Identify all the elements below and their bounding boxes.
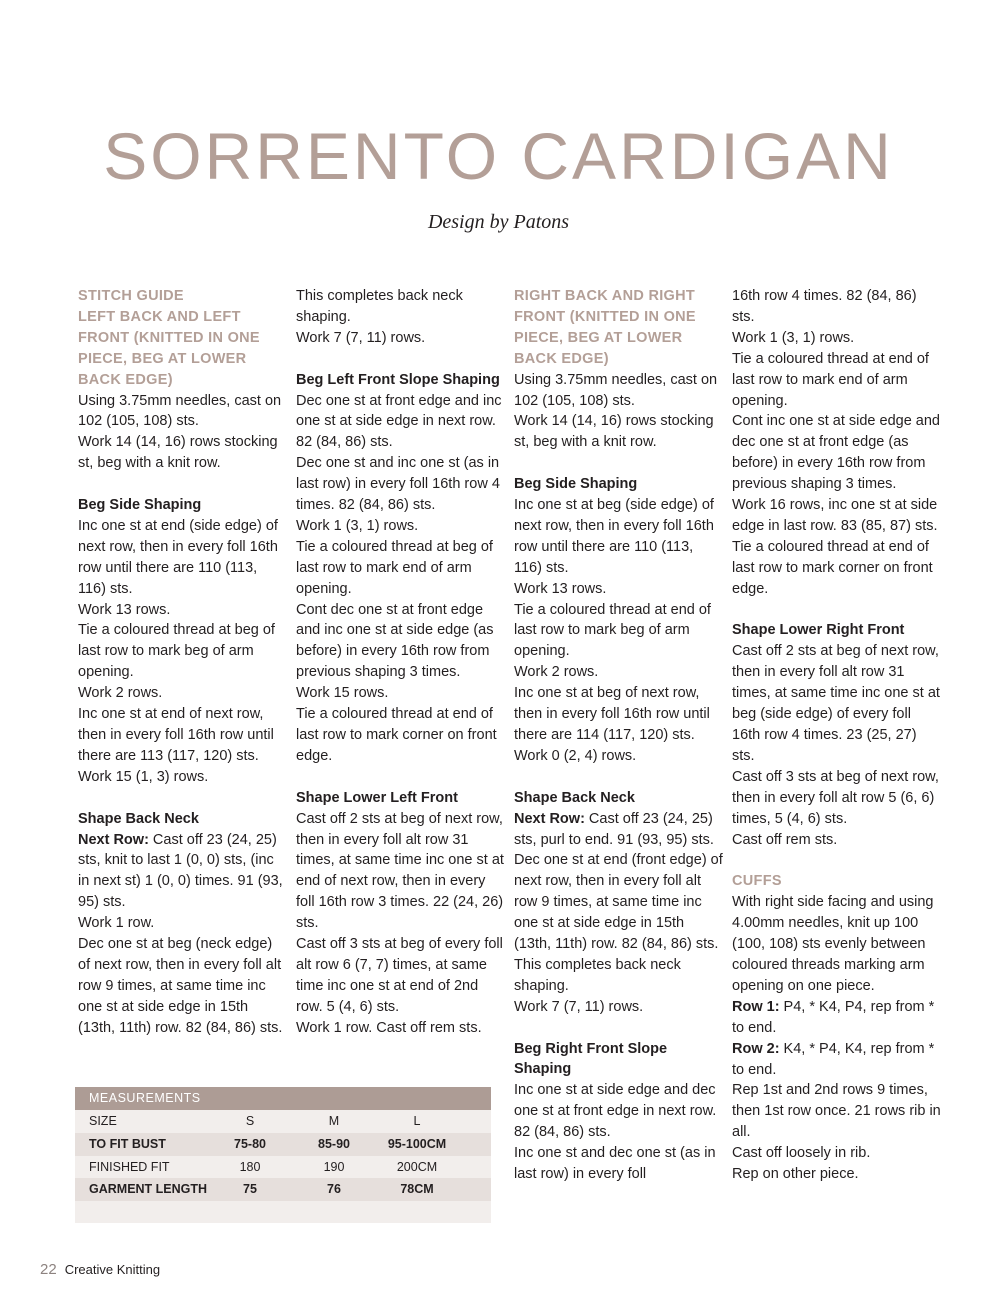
row-label: Next Row: [514,810,585,827]
table-cell: L [413,1114,421,1128]
table-cell: S [245,1114,255,1128]
page-footer [40,1261,160,1278]
table-cell: 190 [323,1159,345,1174]
instruction-text: Cast off 3 sts at beg of next row, then in every foll alt row 5 (6, 6) times, 5 (4, 6) sts. [732,768,939,827]
instruction-text: Work 1 row. [78,915,155,932]
row-label: Row 1: [732,998,780,1015]
instruction-text: Work 0 (2, 4) rows. [514,747,637,764]
instruction-text: This completes back neck shaping. [296,288,463,325]
subheading-left-front-slope: Beg Left Front Slope Shaping [296,371,500,388]
instruction-text: Rep 1st and 2nd rows 9 times, then 1st row once. 21 rows rib in all. [732,1082,941,1141]
subheading-back-neck: Shape Back Neck [514,789,635,806]
instruction-text: Cont dec one st at front edge and inc one st at side edge (as before) in every 16th row from previous shaping 3 times. [296,601,494,681]
instruction-text: Tie a coloured thread at end of last row to mark corner on front edge. [296,706,497,764]
table-cell: 95-100CM [387,1136,447,1151]
instruction-text: Using 3.75mm needles, cast on 102 (105, 108) sts. [514,371,718,409]
table-cell: 75-80 [234,1136,266,1151]
subheading-back-neck: Shape Back Neck [78,810,199,827]
designer-credit: Design by Patons [427,211,570,233]
row-label: Row 2: [732,1040,780,1057]
row-text: P4, * K4, P4, rep from * to end. [732,998,935,1036]
instruction-text: Tie a coloured thread at end of last row to mark corner on front edge. [732,538,933,597]
instruction-text: 16th row 4 times. 82 (84, 86) sts. [732,288,917,325]
table-cell: 180 [239,1159,261,1174]
instruction-text [732,1039,942,1081]
instruction-text: Rep on other piece. [732,1166,859,1183]
instruction-text: Work 7 (7, 11) rows. [514,998,644,1015]
instruction-text: Inc one st at beg of next row, then in every foll 16th row until there are 114 (117, 120) sts. [514,685,710,744]
instruction-text [78,830,288,914]
column-left-front [296,286,506,1039]
instruction-text: Inc one st at end (side edge) of next row, then in every foll 16th row until there are 110 (113, 116) sts. [78,517,278,597]
page-title: SORRENTO CARDIGAN [103,119,894,193]
instruction-text [514,809,724,851]
instruction-text: Cast off 3 sts at beg of every foll alt row 6 (7, 7) times, at same time inc one st at end of 2nd row. 5 (4, 6) sts. [296,936,503,1015]
table-cell: 76 [327,1182,341,1197]
subheading-right-front-slope: Beg Right Front Slope Shaping [514,1040,668,1078]
instruction-text: This completes back neck shaping. [514,956,681,994]
table-row-bust [75,1133,491,1156]
publication-name: Creative Knitting [64,1262,161,1277]
instruction-text: Work 13 rows. [78,601,171,618]
instruction-text: Inc one st at end of next row, then in every foll 16th row until there are 113 (117, 120) sts. [78,706,274,764]
table-cell: 75 [243,1182,257,1197]
instruction-text: Dec one st and inc one st (as in last row) in every foll 16th row 4 times. 82 (84, 86) sts. [296,455,500,514]
column-right-front [732,286,942,1185]
column-right-back [514,286,724,1185]
table-row-garment-length [75,1178,491,1201]
subheading-side-shaping: Beg Side Shaping [78,497,202,514]
instruction-text: Dec one st at beg (neck edge) of next row, then in every foll alt row 9 times, at same time inc one st at side edge in 15th (13th, 11th) row. 82 (84, 86) sts. [78,936,283,1036]
row-label: TO FIT BUST [89,1136,166,1151]
table-cell: 200CM [396,1159,438,1174]
table-cell: 78CM [400,1182,434,1197]
row-label: SIZE [89,1114,117,1128]
page-number: 22 [40,1261,57,1278]
row-text: Cast off 23 (24, 25) sts, purl to end. 91 (93, 95) sts. [514,810,714,848]
instruction-text: Work 14 (14, 16) rows stocking st, beg with a knit row. [514,413,714,451]
instruction-text: Cast off rem sts. [732,831,838,848]
instruction-text: Work 14 (14, 16) rows stocking st, beg with a knit row. [78,434,278,472]
instruction-text: Tie a coloured thread at end of last row to mark beg of arm opening. [514,601,711,660]
table-cell: 85-90 [318,1136,350,1151]
subheading-lower-left-front: Shape Lower Left Front [296,789,458,806]
instruction-text: Work 13 rows. [514,580,607,597]
measurements-table [75,1087,491,1223]
instruction-text: Cast off loosely in rib. [732,1145,871,1162]
table-row-finished-fit [75,1156,491,1179]
measurements-header: MEASUREMENTS [75,1087,491,1110]
section-heading-cuffs: CUFFS [732,873,782,890]
row-text: Cast off 23 (24, 25) sts, knit to last 1 (0, 0) sts, (inc in next st) 1 (0, 0) times. 91 (93, 95) sts. [78,831,283,911]
row-label: GARMENT LENGTH [89,1182,208,1197]
instruction-text: Work 2 rows. [514,664,599,681]
instruction-text: Tie a coloured thread at beg of last row to mark beg of arm opening. [78,622,275,681]
instruction-text: Work 1 (3, 1) rows. [732,329,855,346]
section-heading-stitch-guide: STITCH GUIDE [78,288,184,304]
section-heading-left-back: LEFT BACK AND LEFT FRONT (KNITTED IN ONE PIECE, BEG AT LOWER BACK EDGE) [78,308,260,388]
instruction-text: Work 1 row. Cast off rem sts. [296,1019,482,1036]
instruction-text: Using 3.75mm needles, cast on 102 (105, 108) sts. [78,392,282,430]
instruction-text: Tie a coloured thread at end of last row to mark end of arm opening. [732,350,929,409]
instruction-text: Tie a coloured thread at beg of last row to mark end of arm opening. [296,538,493,597]
instruction-text: Work 15 rows. [296,685,389,702]
instruction-text [732,997,942,1039]
instruction-text: With right side facing and using 4.00mm needles, knit up 100 (100, 108) sts evenly between coloured threads marking arm opening on one piece. [732,894,934,994]
row-label: FINISHED FIT [89,1159,170,1174]
table-row-size [75,1110,491,1133]
instruction-text: Inc one st and dec one st (as in last row) in every foll [514,1145,716,1183]
column-left-back [78,286,288,1039]
instruction-text: Inc one st at beg (side edge) of next row, then in every foll 16th row until there are 110 (113, 116) sts. [514,497,714,576]
instruction-text: Work 7 (7, 11) rows. [296,329,426,346]
instruction-text: Work 16 rows, inc one st at side edge in last row. 83 (85, 87) sts. [732,497,938,534]
instruction-text: Cast off 2 sts at beg of next row, then in every foll alt row 31 times, at same time inc one st at end of next row, then in every foll 16th row 3 times. 22 (24, 26) sts. [296,810,504,932]
instruction-text: Dec one st at front edge and inc one st at side edge in next row. 82 (84, 86) sts. [296,392,502,451]
subheading-lower-right-front: Shape Lower Right Front [732,622,905,639]
row-text: K4, * P4, K4, rep from * to end. [732,1040,935,1078]
instruction-text: Dec one st at end (front edge) of next row, then in every foll alt row 9 times, at same time inc one st at side edge in 15th (13th, 11th) row. 82 (84, 86) sts. [514,852,723,953]
subheading-side-shaping: Beg Side Shaping [514,476,638,493]
row-label: Next Row: [78,831,149,848]
table-cell: M [328,1114,340,1128]
instruction-text: Work 15 (1, 3) rows. [78,768,209,785]
instruction-text: Work 1 (3, 1) rows. [296,517,419,534]
instruction-text: Work 2 rows. [78,685,163,702]
instruction-text: Inc one st at side edge and dec one st at front edge in next row. 82 (84, 86) sts. [514,1082,717,1141]
instruction-text: Cont inc one st at side edge and dec one st at front edge (as before) in every 16th row from previous shaping 3 times. [732,413,940,493]
section-heading-right-back: RIGHT BACK AND RIGHT FRONT (KNITTED IN ONE PIECE, BEG AT LOWER BACK EDGE) [514,288,696,367]
instruction-text: Cast off 2 sts at beg of next row, then in every foll alt row 31 times, at same time inc one st at beg (side edge) of every foll 16th row 4 times. 23 (25, 27) sts. [732,643,940,764]
